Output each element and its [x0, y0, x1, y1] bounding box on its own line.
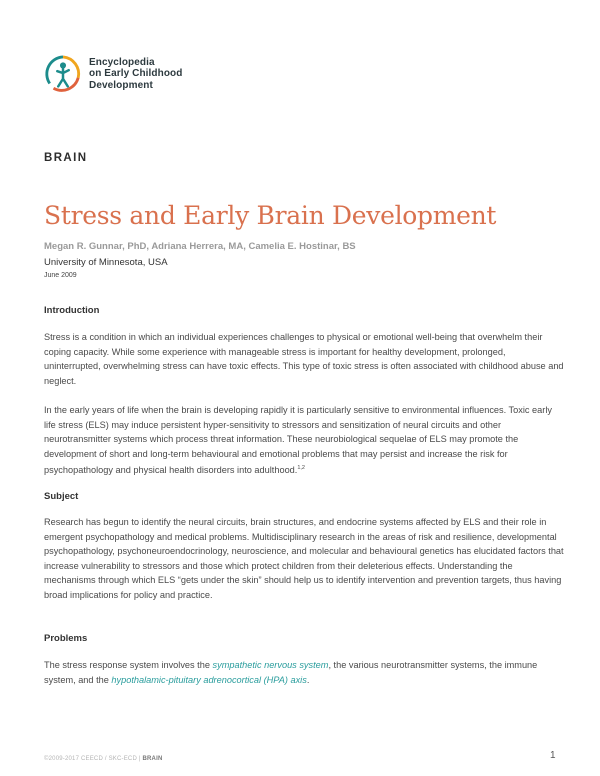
heading-subject: Subject — [44, 491, 79, 502]
citation-refs[interactable]: 1,2 — [297, 465, 305, 472]
problems-text-a: The stress response system involves the — [44, 660, 213, 670]
logo-line-2: on Early Childhood — [89, 68, 183, 80]
child-figure-icon — [44, 55, 82, 93]
intro-paragraph-1: Stress is a condition in which an individual experiences challenges to physical or emotional well-being that overwhelm their coping capacity. While some experience with manageable stress is important for healthy development, prolonged, uninterrupted, overwhelming stress can have toxic effects. This type of toxic stress is often associated with childhood abuse and neglect. — [44, 332, 564, 386]
footer-topic: BRAIN — [142, 756, 163, 762]
section-label: BRAIN — [44, 152, 88, 164]
link-hpa-axis[interactable]: hypothalamic-pituitary adrenocortical (HPA) axis — [111, 674, 307, 685]
logo-line-1: Encyclopedia — [89, 56, 155, 68]
heading-problems: Problems — [44, 633, 88, 644]
heading-introduction: Introduction — [44, 305, 100, 316]
logo-line-3: Development — [89, 79, 153, 91]
article-title: Stress and Early Brain Development — [44, 201, 497, 230]
publication-date: June 2009 — [44, 272, 77, 279]
logo-wordmark — [89, 57, 182, 92]
intro-paragraph-2-text: In the early years of life when the brain is developing rapidly it is particularly sensitive to environmental influences. Toxic early life stress (ELS) may induce persistent hyper-sensitivity to stressors and sensitization of neural circuits and other neurotransmitter systems which process threat information. These neurobiological sequelae of ELS may promote the development of short and long-term behavioural and emotional problems that may persist and increase the risk for psychopathology and physical health disorders into adulthood. — [44, 405, 552, 476]
footer-copyright — [44, 756, 162, 762]
page-number: 1 — [550, 750, 556, 761]
problems-text-c: . — [306, 674, 310, 685]
encyclopedia-logo — [44, 55, 182, 93]
link-sympathetic-nervous-system[interactable]: sympathetic nervous system — [212, 660, 329, 670]
subject-paragraph-1: Research has begun to identify the neural circuits, brain structures, and endocrine systems affected by ELS and their role in emergent psychopathology and medical problems. Multidisciplinary research in the areas of risk and resilience, developmental psychopathology, psychoneuroendocrinology, neuroscience, and molecular and behavioural genetics has elucidated factors that increase vulnerability to stressors and those which protect children from their deleterious effects. Understanding the mechanisms through which ELS “gets under the skin” should help us to identify intervention and prevention targets, thus having broad implications for policy and practice. — [44, 517, 564, 600]
intro-paragraph-2 — [44, 403, 564, 478]
author-affiliation: University of Minnesota, USA — [44, 257, 168, 268]
footer-copyright-text: ©2009-2017 CEECD / SKC-ECD | — [44, 756, 143, 762]
problems-text-b: , the various neurotransmitter systems, the immune system, and the — [44, 660, 538, 685]
problems-paragraph-1 — [44, 658, 564, 687]
article-authors: Megan R. Gunnar, PhD, Adriana Herrera, MA, Camelia E. Hostinar, BS — [44, 241, 356, 252]
